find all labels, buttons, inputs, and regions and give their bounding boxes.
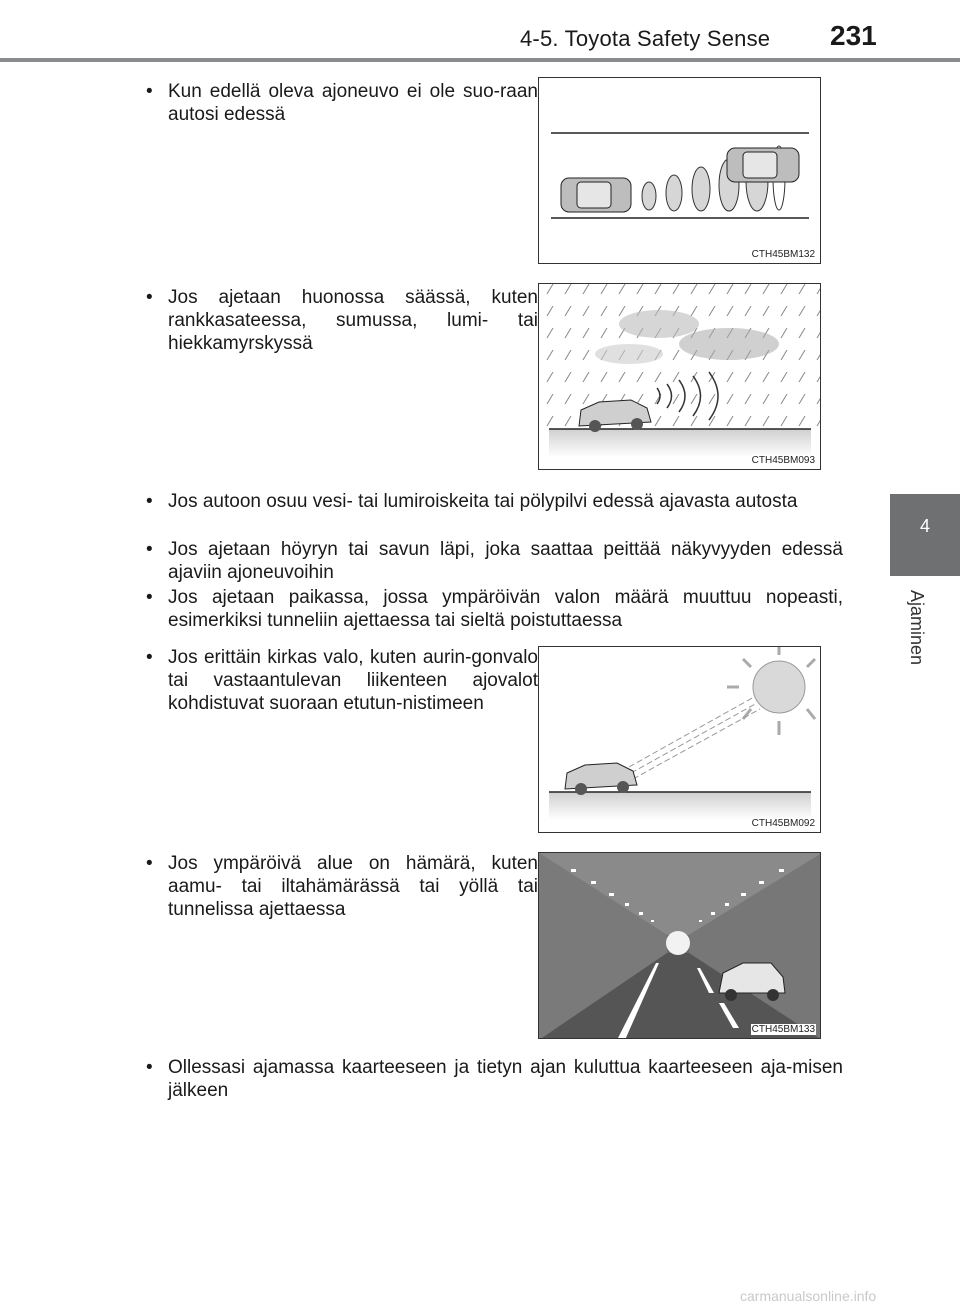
chapter-label: Ajaminen [907,590,927,666]
illustration-code: CTH45BM133 [751,1024,815,1035]
illustration-code: CTH45BM132 [751,249,815,260]
list-item: • Ollessasi ajamassa kaarteeseen ja tietyn ajan kuluttua kaarteeseen aja-misen jälkeen [146,1056,843,1102]
list-item: • Jos ajetaan paikassa, jossa ympäröivän valon määrä muuttuu nopeasti, esimerkiksi tunneliin ajettaessa tai sieltä poistuttaessa [146,586,843,632]
bright-sun-illustration [538,646,821,833]
list-item: • Jos ajetaan höyryn tai savun läpi, joka saattaa peittää näkyvyyden edessä ajaviin ajoneuvoihin [146,538,843,584]
section-title: 4-5. Toyota Safety Sense [520,26,771,51]
offset-vehicle-illustration [538,77,821,264]
page-number: 231 [830,20,877,51]
rain-weather-illustration [538,283,821,470]
header-divider [0,58,960,62]
list-item: • Jos autoon osuu vesi- tai lumiroiskeita tai pölypilvi edessä ajavasta autosta [146,490,843,513]
list-item: • Jos erittäin kirkas valo, kuten aurin-gonvalo tai vastaantulevan liikenteen ajovalot kohdistuvat suoraan etutun-nistimeen [146,646,538,715]
illustration-code: CTH45BM092 [751,818,815,829]
chapter-tab[interactable]: 4 [890,494,960,576]
list-item: • Jos ajetaan huonossa säässä, kuten rankkasateessa, sumussa, lumi- tai hiekkamyrskyssä [146,286,538,355]
footer-watermark: carmanualsonline.info [740,1288,877,1304]
tunnel-illustration [538,852,821,1039]
list-item: • Jos ympäröivä alue on hämärä, kuten aamu- tai iltahämärässä tai yöllä tai tunnelissa ajettaessa [146,852,538,921]
list-item: • Kun edellä oleva ajoneuvo ei ole suo-raan autosi edessä [146,80,538,126]
illustration-code: CTH45BM093 [751,455,815,466]
